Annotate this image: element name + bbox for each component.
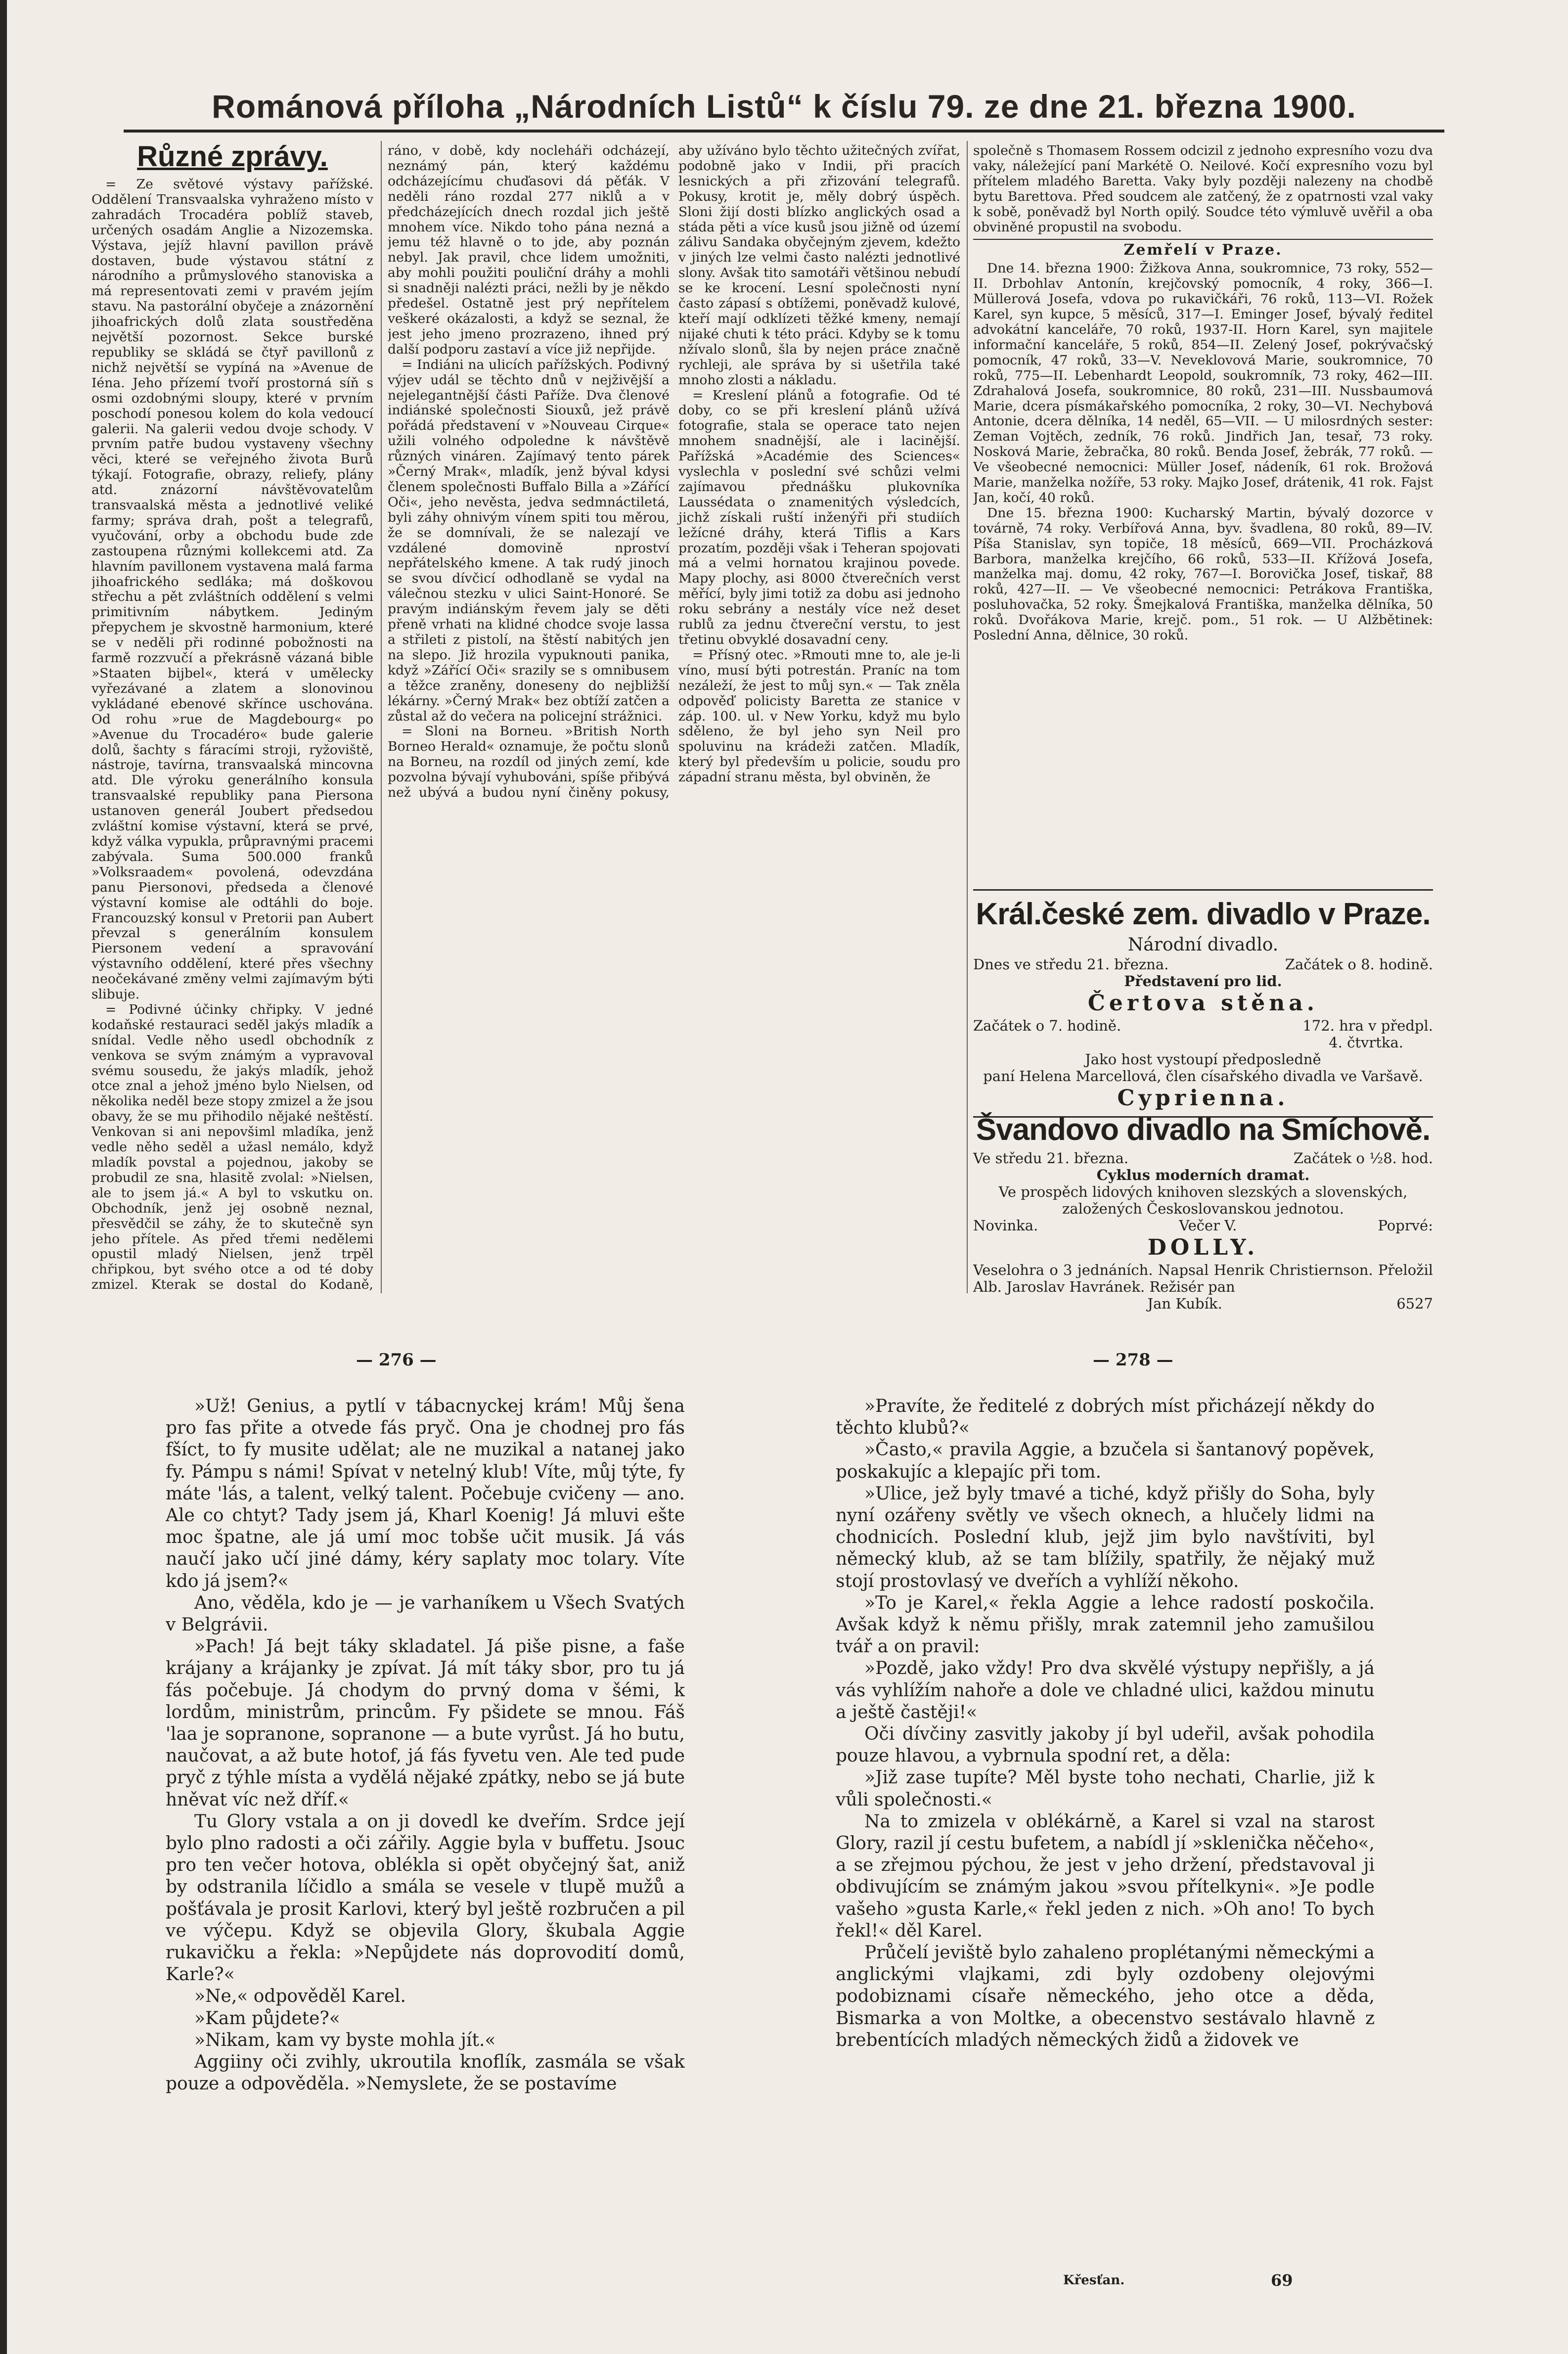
theatre-title: Švandovo divadlo na Smíchově. bbox=[976, 1113, 1431, 1147]
novel-paragraph: Ano, věděla, kdo je — je varhaníkem u Všech Svatých v Belgrávii. bbox=[166, 1592, 685, 1635]
footer-signature: Křesťan. bbox=[1063, 2273, 1125, 2288]
theatre-perf-number: 172. hra v předpl. bbox=[1302, 1017, 1433, 1034]
novel-paragraph: »Pravíte, že ředitelé z dobrých míst přicházejí někdy do těchto klubů?« bbox=[836, 1396, 1375, 1439]
novel-page-right bbox=[836, 1396, 1375, 2268]
theatre-date: Dnes ve středu 21. března. bbox=[973, 956, 1169, 973]
news-item: = Sloni na Borneu. »British North Borneo Herald« oznamuje, že počtu slonů na Borneu, na rozdíl od jiných zemí, kde pozvolna bývají vyhubováni, spíše přibývá než ubývá a budou nyní činěny pokusy, aby užíváno bylo těchto užitečných zvířat, podobně jako v Indii, při pracích lesnických a při zřizování telegrafů. Pokusy, krotit je, měly dobrý úspěch. Sloni žijí dosti blízko anglických osad a stáda pěti a více kusů jsou jižně od území zálivu Sandaka obyčejným zjevem, kdežto v jiných lze velmi často nalézti jednotlivé slony. Avšak tito samotáři většinou nebudí se ke krocení. Lesní společnosti nyní často zápasí s obtížemi, poněvadž kulové, kteří mají odklízeti těžké kmeny, nemají nijaké chuti k této práci. Kdyby se k tomu nžívalo slonů, šla by nejen práce značně rychleji, ale správa by si ušetřila také mnoho zlosti a nákladu. bbox=[388, 143, 960, 801]
novel-paragraph: »Kam půjdete?« bbox=[194, 2008, 340, 2029]
theatre-info-row bbox=[973, 1017, 1433, 1034]
theatre-guest-name: paní Helena Marcellová, člen císařského divadla ve Varšavě. bbox=[983, 1068, 1423, 1085]
footer-page-number: 69 bbox=[1271, 2271, 1293, 2290]
page-number-right: — 278 — bbox=[1093, 1350, 1173, 1370]
theatre-date: Ve středu 21. března. bbox=[973, 1150, 1129, 1167]
news-item: = Ze světové výstavy pařížské. Oddělení Transvaalska vyhraženo místo v zahradách Trocadéra poblíž staveb, určených osadám Anglie a Nizozemska. Výstava, jejíž hlavní pavillon právě dostaven, bude výstavou státní z národního a průmyslového stanoviska a má representovati zemi v pravém jejím stavu. Na pastorální obyčeje a znázornění jihoafrických dolů zlata soustředěna největší pozornost. Sekce burské republiky se skládá se čtyř pavillonů z nichž největší se vypíná na »Avenue de Iéna. Jeho přízemí tvoří prostorná síň s osmi ozdobnými sloupy, které v prvním poschodí ponesou kolem do kola vedoucí galerii. Na galerii vedou dvoje schody. V prvním patře budou vystaveny všechny věci, které se veřejného života Burů týkají. Fotografie, obrazy, reliefy, plány atd. znázorní návštěvovatelům transvaalská města a jednotlivé veliké farmy; správa drah, pošt a telegrafů, vyučování, orby a obchodu bude zde zastoupena různými kollekcemi atd. Za hlavním pavillonem vystavena malá farma jihoafrického sedláka; má doškovou střechu a pět zvláštních oddělení s velmi primitivním nábytkem. Jediným přepychem je skvostně harmonium, které se v neděli při rodinné pobožnosti na farmě rozzvučí a překrásně vázaná bible »Staaten bijbel«, která v umělecky vyřezávané a zlatem a slonovinou vykládané ebenové skřínce uschována. Od rohu »rue de Magdebourg« po »Avenue du Trocadéro« bude galerie dolů, šachty s fáracími stroji, ryžoviště, nástroje, tavírna, transvaalská mincovna atd. Dle výroku generálního konsula transvaalské republiky pana Piersona ustanoven generál Joubert předsedou zvláštní komise výstavní, která se prvé, když válka vypukla, průpravnými pracemi zabývala. Suma 500.000 franků »Volksraadem« povolená, odevzdána panu Piersonovi, předseda a členové výstavní komise ale odtáhli do boje. Francouzský konsul v Pretorii pan Aubert převzal s generálním konsulem Piersonem vedení a spravování výstavního oddělení, které přes všechny neočekávané změny velmi zajímavým býti slibuje. bbox=[91, 177, 373, 1002]
news-item: ráno, v době, kdy nocleháři odcházejí, neznámý pán, který každému odcházejícímu chuďasovi dá pěťák. V neděli ráno rozdal 277 niklů a v předcházejících dnech rozdal jich ještě mnohem více. Nikdo toho pána nezná a jemu též hlavně o to jde, aby poznán nebyl. Jak pravil, chce lidem umožniti, aby mohli použiti pouliční dráhy a mohli si snadněji nalézti práci, nežli by je někdo předešel. Ostatně jest prý nepřítelem veškeré okázalosti, a když se seznal, že jest jeho jmeno prozrazeno, ihned prý další podporu zastaví a více již nepřijde. bbox=[388, 143, 670, 357]
news-item: = Indiáni na ulicích pařížských. Podivný výjev udál se těchto dnů v nejživější a nejelegantnější části Paříže. Dva členové indiánské společnosti Siouxů, jež právě pořádá představení v »Nouveau Cirque« užili volného odpoledne k návštěvě různých vináren. Zajímavý tento párek »Černý Mrak«, mladík, jenž býval kdysi členem společnosti Buffalo Billa a »Zářící Oči«, jeho nevěsta, jedva sedmnáctiletá, byli záhy ohnivým vínem spiti tou měrou, že se domnívali, že se nalezají ve vzdálené domovině nproství nepřátelského kmene. A tak rudý jinoch se svou dívčicí odhodlaně se vydal na válečnou stezku v ulici Saint-Honoré. Se pravým indiánským řevem jaly se děti přeně vrhati na klidné chodce svoje lassa a střileti z pistolí, na štěstí nabitých jen na slepo. Již hrozila vypuknouti panika, když »Zářící Oči« srazily se s omnibusem a těžce zraněny, doneseny do nejbližší lékárny. »Černý Mrak« bez obtíží zatčen a zůstal až do večera na policejní strážnici. bbox=[388, 357, 670, 724]
play-title: Čertova stěna. bbox=[1087, 991, 1319, 1016]
theatre-info-row bbox=[973, 1217, 1433, 1234]
novel-paragraph: Tu Glory vstala a on ji dovedl ke dveřím. Srdce její bylo plno radosti a oči zářily. Aggie byla v buffetu. Jsouc pro ten večer hotova, oblékla si opět obyčejný šat, aniž by odstranila líčidlo a smála se vesele v tlupě mužů a pošťávala je prosit Karlovi, který byl ještě rozbručen a pil ve výčepu. Když se objevila Glory, škubala Aggie rukavičku a řekla: »Nepůjdete nás doprovodití domů, Karle?« bbox=[166, 1811, 685, 1985]
novel-paragraph: Průčelí jeviště bylo zahaleno proplétanými německými a anglickými vlajkami, zdi byly ozdobeny olejovými podobiznami císaře německého, jeho otce a děda, Bismarka a von Moltke, a obecenstvo sestávalo hlavně z brebentících mladých německých židů a židovek ve bbox=[836, 1943, 1375, 2050]
page-number-left: — 276 — bbox=[356, 1350, 437, 1370]
theatre-quarter: 4. čtvrtka. bbox=[1329, 1034, 1403, 1051]
theatre-start-time: Začátek o 7. hodině. bbox=[973, 1017, 1121, 1034]
novel-paragraph: »Často,« pravila Aggie, a bzučela si šantanový popěvek, poskakujíc a klepajíc při tom. bbox=[836, 1440, 1375, 1482]
header-rule bbox=[124, 130, 1444, 133]
novel-page-left bbox=[166, 1396, 685, 2291]
theatre-cycle: Cyklus moderních dramat. bbox=[1096, 1167, 1310, 1183]
theatre-desc: Veselohra o 3 jednáních. Napsal Henrik Christiernson. Přeložil Alb. Jaroslav Havránek. Režisér pan bbox=[973, 1262, 1433, 1295]
header-title: Románová příloha „Národních Listů“ k číslu 79. ze dne 21. března 1900. bbox=[212, 88, 1356, 125]
theatre-director: Jan Kubík. bbox=[1147, 1295, 1222, 1312]
theatre-guest: Jako host vystoupí předposledně bbox=[1085, 1051, 1321, 1068]
theatre-date-row bbox=[973, 1150, 1433, 1167]
column-divider bbox=[967, 141, 968, 1293]
deaths-list: Dne 15. března 1900: Kucharský Martin, bývalý dozorce v továrně, 74 roky. Verbířová Anna, byv. švadlena, 80 roků, 89—IV. Píša Stanislav, syn topiče, 18 měsíců, 669—VII. Procházková Barbora, manželka krejčího, 66 roků, 533—II. Křížová Josefa, manželka maj. domu, 42 roky, 767—I. Borovička Josef, tiskař, 88 roků, 427—II. — Ve všeobecné nemocnici: Petrákova Františka, posluhovačka, 52 roky. Šmejkalová Františka, manželka dělníka, 50 roků. Dvořákova Marie, krejč. pom., 51 rok. — U Alžbětinek: Poslední Anna, dělnice, 30 roků. bbox=[973, 505, 1433, 643]
novel-paragraph: »Nikam, kam vy byste mohla jít.« bbox=[194, 2030, 496, 2050]
theatre-title: Král.české zem. divadlo v Praze. bbox=[976, 897, 1431, 931]
deaths-heading: Zemřelí v Praze. bbox=[973, 239, 1433, 258]
section-heading: Různé zprávy. bbox=[137, 140, 328, 173]
theatre-date-row bbox=[973, 956, 1433, 973]
theatre-poprve: Poprvé: bbox=[1378, 1217, 1433, 1234]
theatre-subtitle: Národní divadlo. bbox=[1127, 935, 1279, 955]
theatre-benefit: Ve prospěch lidových knihoven slezských a slovenských, založených Českoslovanskou jednotou. bbox=[998, 1183, 1408, 1217]
novel-paragraph: »Pach! Já bejt táky skladatel. Já piše pisne, a faše krájany a krájanky je zpívat. Já mít táky sbor, pro tu já fás počebuje. Já chodym do prvný doma v šémi, k lordům, ministrům, princům. Fy pšidete se mnou. Fáš 'laa je sopranone, sopranone — a bute vyrůst. Já ho butu, naučovat, a až bute hotof, já fás fyvetu ven. Ale ted pude pryč z týhle místa a vydělá nějaké zpátky, nebo se já bute hněvat víc než dříf.« bbox=[166, 1636, 685, 1810]
column-divider bbox=[381, 141, 382, 1293]
page-binding-edge bbox=[0, 0, 7, 2354]
novel-paragraph: »Už! Genius, a pytlí v tábacnyckej krám! Můj šena pro fas přite a otvede fás pryč. Ona je chodnej pro fás fšíct, to fy musite udělat; ale ne muzikal a natanej jako fy. Pámpu s námi! Spívat v netelný klub! Víte, můj týte, fy máte 'lás, a talent, velký talent. Počebuje cvičeny — ano. Ale co chtyt? Tady jsem já, Kharl Koenig! Já mluvi ešte moc špatne, ale já umí moc tobše učit musik. Já vás naučí jako učí jiné dámy, kéry saplaty moc tolary. Víte kdo já jsem?« bbox=[166, 1396, 685, 1591]
news-item: = Kreslení plánů a fotografie. Od té doby, co se při kreslení plánů užívá fotografie, stala se operace tato nejen mnohem snadnější, ale i lacinější. Pařížská »Académie des Sciences« vyslechla v poslední své schůzi velmi zajímavou přednášku plukovníka Laussédata o znamenitých výsledcích, jichž získali ruští inženýři při studiích ležícné dráhy, která Tiflis a Kars prozatím, později však i Teheran spojovati má a velmi hornatou krajinou povede. Mapy plochy, asi 8000 čtverečních verst měřící, byly jimi totiž za dobu asi jednoho roku sebrány a nestály více než deset rublů za jednu čtvereční verstu, to jest třetinu obvyklé dosavadní ceny. bbox=[678, 387, 960, 647]
play-title: Cyprienna. bbox=[1117, 1086, 1289, 1111]
theatre-performance: Představení pro lid. bbox=[1124, 973, 1282, 990]
play-title: DOLLY. bbox=[1147, 1235, 1259, 1260]
column-2 bbox=[388, 143, 960, 1293]
news-item: společně s Thomasem Rossem odcizil z jednoho expresního vozu dva vaky, náležející paní Markétě O. Neilové. Kočí expresního vozu byl přítelem mladého Baretta. Vaky byly později nalezeny na chodbě bytu Barettova. Před soudcem ale zatčený, že z opatrnosti vzal vaky k sobě, poněvadž byl North opilý. Soudce této výmluvě uvěřil a oba obviněné propustil na svobodu. bbox=[973, 143, 1433, 235]
column-1 bbox=[91, 139, 373, 1292]
novel-paragraph: »Již zase tupíte? Měl byste toho nechati, Charlie, již k vůli společnosti.« bbox=[836, 1767, 1375, 1810]
novel-paragraph: Aggiiny oči zvihly, ukroutila knoflík, zasmála se však pouze a odpověděla. »Nemyslete, že se postavíme bbox=[166, 2052, 685, 2094]
ad-number: 6527 bbox=[1396, 1295, 1433, 1312]
theatre-start: Začátek o 8. hodině. bbox=[1285, 956, 1433, 973]
page-header bbox=[30, 84, 1538, 129]
column-3 bbox=[973, 143, 1433, 885]
novel-paragraph: »Ne,« odpověděl Karel. bbox=[194, 1986, 406, 2007]
theatre-vecer: Večer V. bbox=[1179, 1217, 1237, 1234]
novel-paragraph: Oči dívčiny zasvitly jakoby jí byl udeřil, avšak pohodila pouze hlavou, a vybrnula spodní ret, a děla: bbox=[836, 1724, 1375, 1766]
novel-paragraph: »Pozdě, jako vždy! Pro dva skvělé výstupy nepřišly, a já vás vyhlížím nahoře a dole ve chladné ulici, každou minutu a ještě častěji!« bbox=[836, 1658, 1375, 1722]
deaths-list: Dne 14. března 1900: Žižkova Anna, soukromnice, 73 roky, 552—II. Drbohlav Antonín, krejčovský pomocník, 4 roky, 366—I. Müllerová Josefa, vdova po rukavičkáři, 76 roků, 113—VI. Rožek Karel, syn kupce, 5 měsíců, 317—I. Eminger Josef, bývalý ředitel advokátní kanceláře, 70 roků, 1937-II. Horn Karel, syn majitele informační kanceláře, 5 roků, 854—II. Zelený Josef, pokrývačský pomocník, 47 roků, 33—V. Neveklovová Marie, soukromnice, 70 roků, 775—II. Lebenhardt Leopold, soukromník, 73 roky, 462—III. Zdrahalová Josefa, soukromnice, 80 roků, 231—III. Nussbaumová Marie, dcera písmákařského pomocníka, 2 roky, 30—VI. Nechybová Antonie, dcera dělníka, 14 neděl, 65—VII. — U milosrdných sester: Zeman Vojtěch, zedník, 76 roků. Jindřich Jan, tesař, 73 roky. Nosková Marie, žebračka, 80 roků. Benda Josef, žebrák, 77 roků. — Ve všeobecné nemocnici: Müller Josef, nádeník, 61 rok. Brožová Marie, manželka nožíře, 53 roky. Majko Josef, drátenik, 41 rok. Fajst Jan, kočí, 40 roků. bbox=[973, 261, 1433, 505]
theatre-svanda bbox=[973, 1110, 1433, 1312]
theatre-novinka: Novinka. bbox=[973, 1217, 1038, 1234]
theatre-start: Začátek o ½8. hod. bbox=[1293, 1150, 1433, 1167]
news-item: = Přísný otec. »Rmouti mne to, ale je-li víno, musí býti potrestán. Praníc na tom nezáleží, že jest to můj syn.« — Tak zněla odpověď policisty Baretta ze stanice v záp. 100. ul. v New Yorku, když mu bylo sděleno, že byl jeho syn Neil pro spoluvinu na krádeži zatčen. Mladík, který byl především u policie, soudu pro západní stranu města, byl obviněn, že bbox=[678, 647, 960, 785]
theatre-national bbox=[973, 885, 1433, 1122]
novel-paragraph: Na to zmizela v oblékárně, a Karel si vzal na starost Glory, razil jí cestu bufetem, a nabídl jí »sklenička něčeho«, a se zřejmou pýchou, že jest v jeho držení, představoval ji obdivujícím se známým jakou »svou přítelkyni«. »Je podle vašeho »gusta Karle,« řekl jeden z nich. »Oh ano! To bych řekl!« děl Karel. bbox=[836, 1811, 1375, 1941]
news-item: = Podivné účinky chřipky. V jedné kodaňské restauraci seděl jakýs mladík a snídal. Vedle něho usedl obchodník z venkova se svým známým a vypravoval svému sousedu, že jakýs mladík, jehož otce znal a jehož jméno bylo Nielsen, od několika neděl beze stopy zmizel a že jsou obavy, že se mu přihodilo nějaké neštěstí. Venkovan si ani nepovšiml mladíka, jenž vedle něho seděl a užasl nemálo, když mladík povstal a pojednou, jakoby se probudil ze sna, hlasitě zvolal: »Nielsen, ale to jsem já.« A byl to vskutku on. Obchodník, jenž jej osobně neznal, přesvědčil se záhy, že to skutečně syn jeho přítele. As před třemi nedělemi opustil mladý Nielsen, jenž trpěl chřipkou, byt svého otce a od té doby zmizel. Kterak se dostal do Kodaně, bbox=[91, 1001, 373, 1292]
novel-paragraph: »Ulice, jež byly tmavé a tiché, když přišly do Soha, byly nyní ozářeny světly ve všech oknech, a hlučely lidmi na chodnicích. Poslední klub, jejž jim bylo navštíviti, byl německý klub, až se tam blížily, spatřily, že nějaký muž stojí prostovlasý ve dveřích a vyhlíží někoho. bbox=[836, 1483, 1375, 1591]
theatre-director-row bbox=[973, 1295, 1433, 1312]
divider bbox=[973, 889, 1433, 891]
novel-paragraph: »To je Karel,« řekla Aggie a lehce radostí poskočila. Avšak když k němu přišly, mrak zatemnil jeho zamušilou tvář a on pravil: bbox=[836, 1592, 1375, 1657]
